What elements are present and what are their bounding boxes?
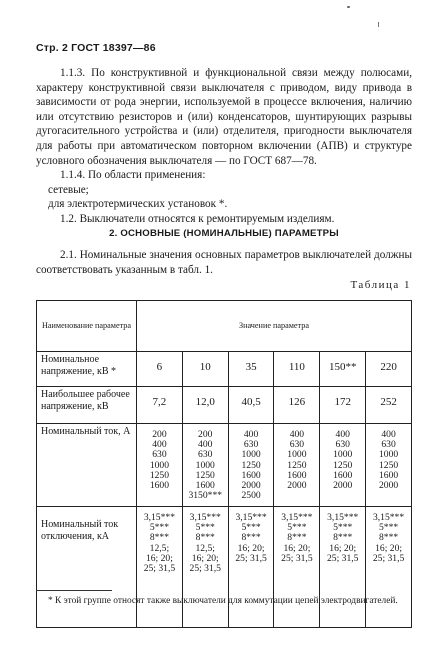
cell-line: 630 <box>243 439 259 451</box>
cell-line: 1000 <box>333 449 353 461</box>
cell-line: 3,15*** <box>235 512 267 523</box>
footnote: * К этой группе относят также выключатели для коммутации цепей электродвигателей. <box>48 596 398 606</box>
max-voltage-cell: 126 <box>274 387 320 424</box>
cell-line: 8*** <box>287 532 307 544</box>
cell-line: 5*** <box>378 522 399 534</box>
cell-line: 1000 <box>195 459 215 471</box>
table-header-row <box>37 301 412 352</box>
cell-line: 1250 <box>241 459 261 471</box>
breaking-cell <box>228 507 274 628</box>
breaking-cell <box>274 507 320 628</box>
breaking-cell <box>137 507 183 628</box>
cell-line: 1250 <box>195 469 215 481</box>
paragraph-1-1-3: 1.1.3. По конструктивной и функциональной связи между полюсами, характеру конструктивной связи выключателя с приводом, виду привода в зависимости от рода энергии, используемой в процессе включения, наличию или отсутствию резисторов и (или) конденсаторов, шунтирующих разрывы дугогасительного устройства и (или) отделителя, пригодности выключателя для работы при автоматическом повторном включении (АПВ) и структуре условного обозначения выключателя — по ГОСТ 687—78. <box>36 67 412 167</box>
footnote-divider <box>36 590 112 591</box>
page-header: Стр. 2 ГОСТ 18397—86 <box>36 42 156 54</box>
cell-line: 5*** <box>287 522 307 534</box>
breaking-cell <box>366 507 412 628</box>
cell-line: 16; 20; <box>375 542 403 554</box>
cell-line: 12,5; <box>149 542 170 554</box>
table-row <box>37 352 412 387</box>
max-voltage-cell: 7,2 <box>137 387 183 424</box>
cell-line: 400 <box>289 429 305 440</box>
cell-line: 1600 <box>287 469 307 481</box>
cell-line: 5*** <box>195 522 215 534</box>
current-cell <box>274 424 320 507</box>
paragraph-1-2: 1.2. Выключатели относятся к ремонтируемым изделиям. <box>60 212 335 225</box>
cell-line: 5*** <box>149 522 169 534</box>
cell-line: 1000 <box>378 449 399 461</box>
cell-line: 16; 20; <box>145 552 173 564</box>
voltage-cell: 10 <box>182 352 228 387</box>
cell-line: 400 <box>198 439 213 451</box>
header-value: Значение параметра <box>137 301 412 352</box>
max-voltage-cell: 172 <box>320 387 366 424</box>
table-row <box>37 387 412 424</box>
row-name-voltage: Номинальное напряжение, кВ * <box>37 352 137 387</box>
cell-line: 25; 31,5 <box>143 563 176 575</box>
breaking-cell <box>182 507 228 628</box>
cell-line: 400 <box>335 429 350 440</box>
paragraph-1-1-4-a: сетевые; <box>48 183 89 196</box>
cell-line: 200 <box>198 429 213 440</box>
voltage-cell: 110 <box>274 352 320 387</box>
cell-line: 1250 <box>378 459 399 471</box>
scan-speck <box>347 6 350 8</box>
cell-line: 3,15*** <box>281 512 313 523</box>
cell-line: 2000 <box>241 480 261 492</box>
cell-line: 2000 <box>287 480 307 492</box>
cell-line: 400 <box>243 429 259 440</box>
cell-line: 630 <box>289 439 305 451</box>
current-cell <box>320 424 366 507</box>
header-name: Наименование параметра <box>37 301 137 352</box>
row-name-max-voltage: Наибольшее рабочее напряжение, кВ <box>37 387 137 424</box>
current-cell <box>228 424 274 507</box>
max-voltage-cell: 12,0 <box>182 387 228 424</box>
voltage-cell: 6 <box>137 352 183 387</box>
cell-line: 8*** <box>378 532 399 544</box>
cell-line: 1250 <box>149 469 169 481</box>
cell-line: 25; 31,5 <box>235 552 267 564</box>
table-row <box>37 424 412 507</box>
cell-line: 8*** <box>333 532 353 544</box>
voltage-cell: 220 <box>366 352 412 387</box>
cell-line: 8*** <box>241 532 261 544</box>
cell-line: 2000 <box>333 480 353 492</box>
current-cell <box>137 424 183 507</box>
cell-line: 630 <box>198 449 213 461</box>
cell-line: 2500 <box>241 490 261 502</box>
section-text <box>36 248 412 277</box>
cell-line: 8*** <box>149 532 169 544</box>
paragraph-1-1-4-b: для электротермических установок *. <box>48 198 228 211</box>
cell-line: 200 <box>152 429 167 440</box>
cell-line: 630 <box>335 439 350 451</box>
cell-line: 400 <box>152 439 167 451</box>
cell-line: 3,15*** <box>143 512 175 523</box>
cell-line: 1600 <box>149 480 169 492</box>
cell-line: 1000 <box>149 459 169 471</box>
cell-line: 1250 <box>287 459 307 471</box>
max-voltage-cell: 252 <box>366 387 412 424</box>
cell-line: 1000 <box>241 449 261 461</box>
cell-line: 1600 <box>195 480 215 492</box>
cell-line: 16; 20; <box>283 542 311 554</box>
row-name-breaking: Номинальный ток отключения, кА <box>37 507 137 628</box>
cell-line: 1000 <box>287 449 307 461</box>
parameters-table <box>36 300 412 628</box>
current-cell <box>182 424 228 507</box>
cell-line: 630 <box>152 449 167 461</box>
cell-line: 12,5; <box>195 542 215 554</box>
cell-line: 25; 31,5 <box>281 552 313 564</box>
max-voltage-cell: 40,5 <box>228 387 274 424</box>
cell-line: 25; 31,5 <box>372 552 405 564</box>
cell-line: 3,15*** <box>189 512 221 523</box>
cell-line: 25; 31,5 <box>189 563 221 575</box>
table-label: Таблица 1 <box>350 279 411 291</box>
scan-speck <box>378 22 379 27</box>
classification-text <box>36 66 412 227</box>
row-name-current: Номинальный ток, А <box>37 424 137 507</box>
paragraph-1-1-4: 1.1.4. По области применения: <box>60 169 206 182</box>
cell-line: 1600 <box>241 469 261 481</box>
section-heading: 2. ОСНОВНЫЕ (НОМИНАЛЬНЫЕ) ПАРАМЕТРЫ <box>109 228 339 239</box>
cell-line: 2000 <box>378 480 399 492</box>
cell-line: 1600 <box>333 469 353 481</box>
cell-line: 400 <box>381 429 396 440</box>
cell-line: 1600 <box>378 469 399 481</box>
breaking-cell <box>320 507 366 628</box>
paragraph-2-1: 2.1. Номинальные значения основных параметров выключателей должны соответствовать указанным в табл. 1. <box>36 249 412 276</box>
cell-line: 25; 31,5 <box>327 552 359 564</box>
cell-line: 630 <box>381 439 396 451</box>
voltage-cell: 150** <box>320 352 366 387</box>
cell-line: 3150*** <box>188 490 223 502</box>
cell-line: 16; 20; <box>237 542 265 554</box>
current-cell <box>366 424 412 507</box>
cell-line: 3,15*** <box>327 512 359 523</box>
cell-line: 1250 <box>333 459 353 471</box>
voltage-cell: 35 <box>228 352 274 387</box>
cell-line: 8*** <box>195 532 215 544</box>
cell-line: 5*** <box>241 522 261 534</box>
cell-line: 16; 20; <box>329 542 357 554</box>
cell-line: 3,15*** <box>372 512 405 523</box>
cell-line: 16; 20; <box>191 552 219 564</box>
table-row <box>37 507 412 628</box>
cell-line: 5*** <box>333 522 353 534</box>
